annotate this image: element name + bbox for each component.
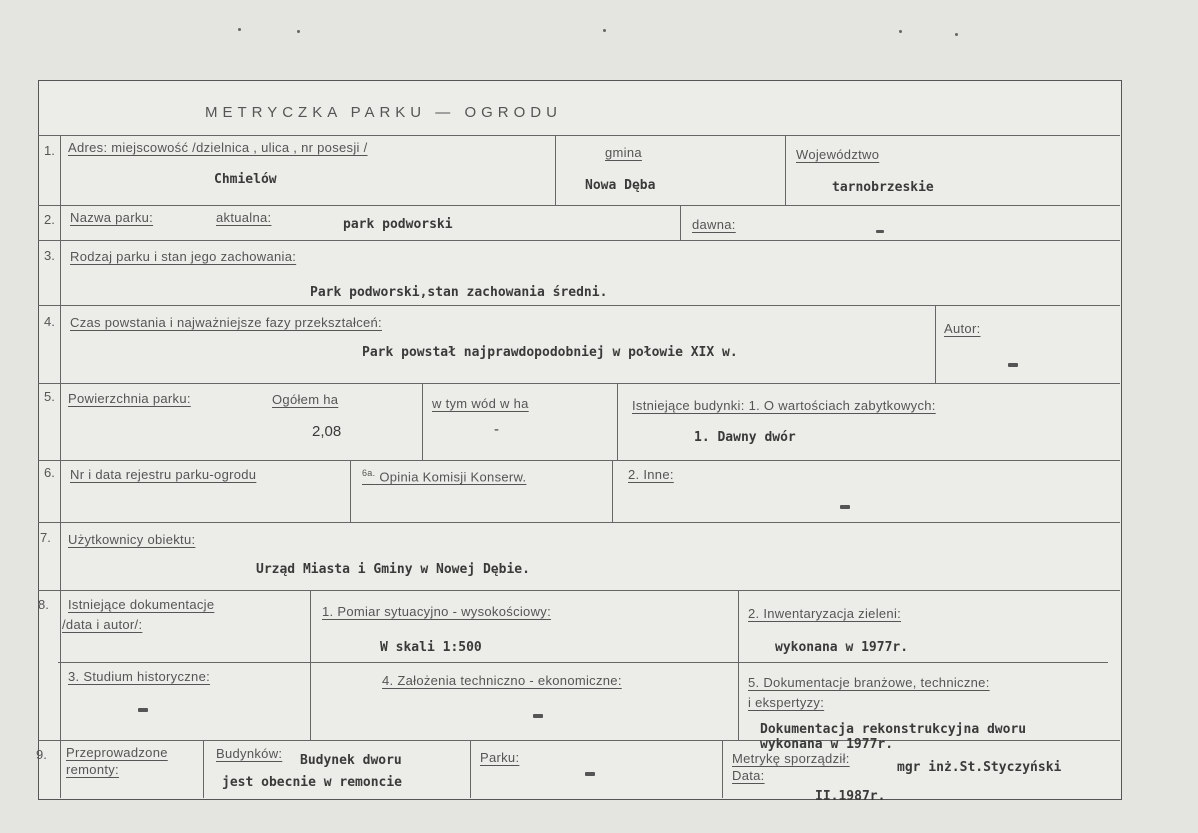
form-card: [38, 80, 1122, 800]
cell-divider: [555, 135, 556, 205]
row-separator: [38, 240, 1120, 241]
voivodeship-value: tarnobrzeskie: [832, 180, 934, 195]
row-separator: [58, 662, 1108, 663]
cell-divider: [738, 590, 739, 740]
users-label: Użytkownicy obiektu:: [68, 532, 196, 547]
branch-docs-label-line1: 5. Dokumentacje branżowe, techniczne:: [748, 675, 990, 690]
section-6a-number: 6a.: [362, 468, 376, 478]
speck: [297, 30, 300, 33]
buildings-renovation-label: Budynków:: [216, 746, 283, 761]
park-name-label: Nazwa parku:: [70, 210, 154, 225]
other-buildings-label: 2. Inne:: [628, 467, 674, 482]
row-number: 1.: [44, 143, 55, 158]
cell-divider: [722, 740, 723, 798]
greenery-inventory-value: wykonana w 1977r.: [775, 640, 909, 655]
survey-label: 1. Pomiar sytuacyjno - wysokościowy:: [322, 604, 551, 619]
cell-divider: [785, 135, 786, 205]
cell-divider: [680, 205, 681, 240]
row-number: 9.: [36, 747, 47, 762]
row-number: 4.: [44, 314, 55, 329]
speck: [899, 30, 902, 33]
buildings-renovation-value-line2: jest obecnie w remoncie: [222, 775, 403, 790]
cell-divider: [350, 460, 351, 522]
date-label: Data:: [732, 768, 765, 783]
row-separator: [38, 383, 1120, 384]
row-number: 5.: [44, 389, 55, 404]
former-name-label: dawna:: [692, 217, 736, 232]
conservation-opinion-label: [362, 468, 526, 484]
cell-divider: [612, 460, 613, 522]
row-separator: [38, 135, 1120, 136]
empty-value-dash: [840, 505, 850, 509]
branch-docs-label-line2: i ekspertyzy:: [748, 695, 825, 710]
register-label: Nr i data rejestru parku-ogrodu: [70, 467, 257, 482]
history-phases-label: Czas powstania i najważniejsze fazy przekształceń:: [70, 315, 382, 330]
users-value: Urząd Miasta i Gminy w Nowej Dębie.: [256, 562, 530, 577]
total-area-value: 2,08: [312, 423, 342, 440]
row-number: 2.: [44, 212, 55, 227]
speck: [603, 29, 606, 32]
cell-divider: [470, 740, 471, 798]
existing-buildings-label: Istniejące budynki: 1. O wartościach zabytkowych:: [632, 398, 936, 413]
greenery-inventory-label: 2. Inwentaryzacja zieleni:: [748, 606, 902, 621]
row-separator: [38, 590, 1120, 591]
row-separator: [38, 205, 1120, 206]
row-separator: [38, 460, 1120, 461]
row-separator: [38, 740, 1120, 741]
row-number: 7.: [40, 530, 51, 545]
author-label: Autor:: [944, 321, 981, 336]
renovations-label-line2: remonty:: [66, 762, 119, 777]
cell-divider: [617, 383, 618, 460]
cell-divider: [203, 740, 204, 798]
number-column-divider: [60, 135, 61, 798]
row-number: 3.: [44, 248, 55, 263]
speck: [238, 28, 241, 31]
conservation-opinion-text: Opinia Komisji Konserw.: [379, 469, 527, 485]
empty-value-dash: [876, 230, 884, 233]
cell-divider: [422, 383, 423, 460]
branch-docs-value-line1: Dokumentacja rekonstrukcyjna dworu: [760, 722, 1027, 737]
empty-value-dash: [585, 772, 595, 776]
empty-value-dash: [1008, 363, 1018, 367]
historical-study-label: 3. Studium historyczne:: [68, 669, 211, 684]
empty-value-dash: [533, 714, 543, 718]
row-separator: [38, 522, 1120, 523]
voivodeship-label: Województwo: [796, 147, 880, 162]
survey-value: W skali 1:500: [380, 640, 482, 655]
empty-value-dash: [138, 708, 148, 712]
technical-economic-label: 4. Założenia techniczno - ekonomiczne:: [382, 673, 622, 688]
total-area-label: Ogółem ha: [272, 392, 339, 407]
renovations-label-line1: Przeprowadzone: [66, 745, 168, 760]
documentation-label-line2: /data i autor/:: [62, 617, 143, 632]
current-name-label: aktualna:: [216, 210, 272, 225]
park-type-label: Rodzaj parku i stan jego zachowania:: [70, 249, 297, 264]
branch-docs-value-line2: wykonana w 1977r.: [760, 737, 894, 752]
row-number: 8.: [38, 597, 49, 612]
address-label: Adres: miejscowość /dzielnica , ulica , nr posesji /: [68, 140, 368, 155]
gmina-label: gmina: [605, 145, 642, 160]
row-number: 6.: [44, 465, 55, 480]
current-name-value: park podworski: [343, 217, 453, 232]
buildings-renovation-value-line1: Budynek dworu: [300, 753, 402, 768]
park-renovation-label: Parku:: [480, 750, 520, 765]
documentation-label-line1: Istniejące dokumentacje: [68, 597, 215, 612]
speck: [955, 33, 958, 36]
prepared-by-label: Metrykę sporządził:: [732, 751, 850, 766]
history-phases-value: Park powstał najprawdopodobniej w połowie XIX w.: [362, 345, 738, 360]
existing-buildings-value: 1. Dawny dwór: [694, 430, 796, 445]
gmina-value: Nowa Dęba: [585, 178, 656, 193]
cell-divider: [310, 590, 311, 740]
prepared-by-value: mgr inż.St.Styczyński: [897, 760, 1062, 775]
water-area-label: w tym wód w ha: [432, 396, 529, 411]
row-separator: [38, 305, 1120, 306]
water-area-value: -: [494, 421, 499, 438]
area-label: Powierzchnia parku:: [68, 391, 191, 406]
form-title: METRYCZKA PARKU — OGRODU: [205, 104, 562, 121]
cell-divider: [935, 305, 936, 383]
address-value: Chmielów: [214, 172, 277, 187]
date-value: II.1987r.: [815, 789, 886, 804]
park-type-value: Park podworski,stan zachowania średni.: [310, 285, 608, 300]
